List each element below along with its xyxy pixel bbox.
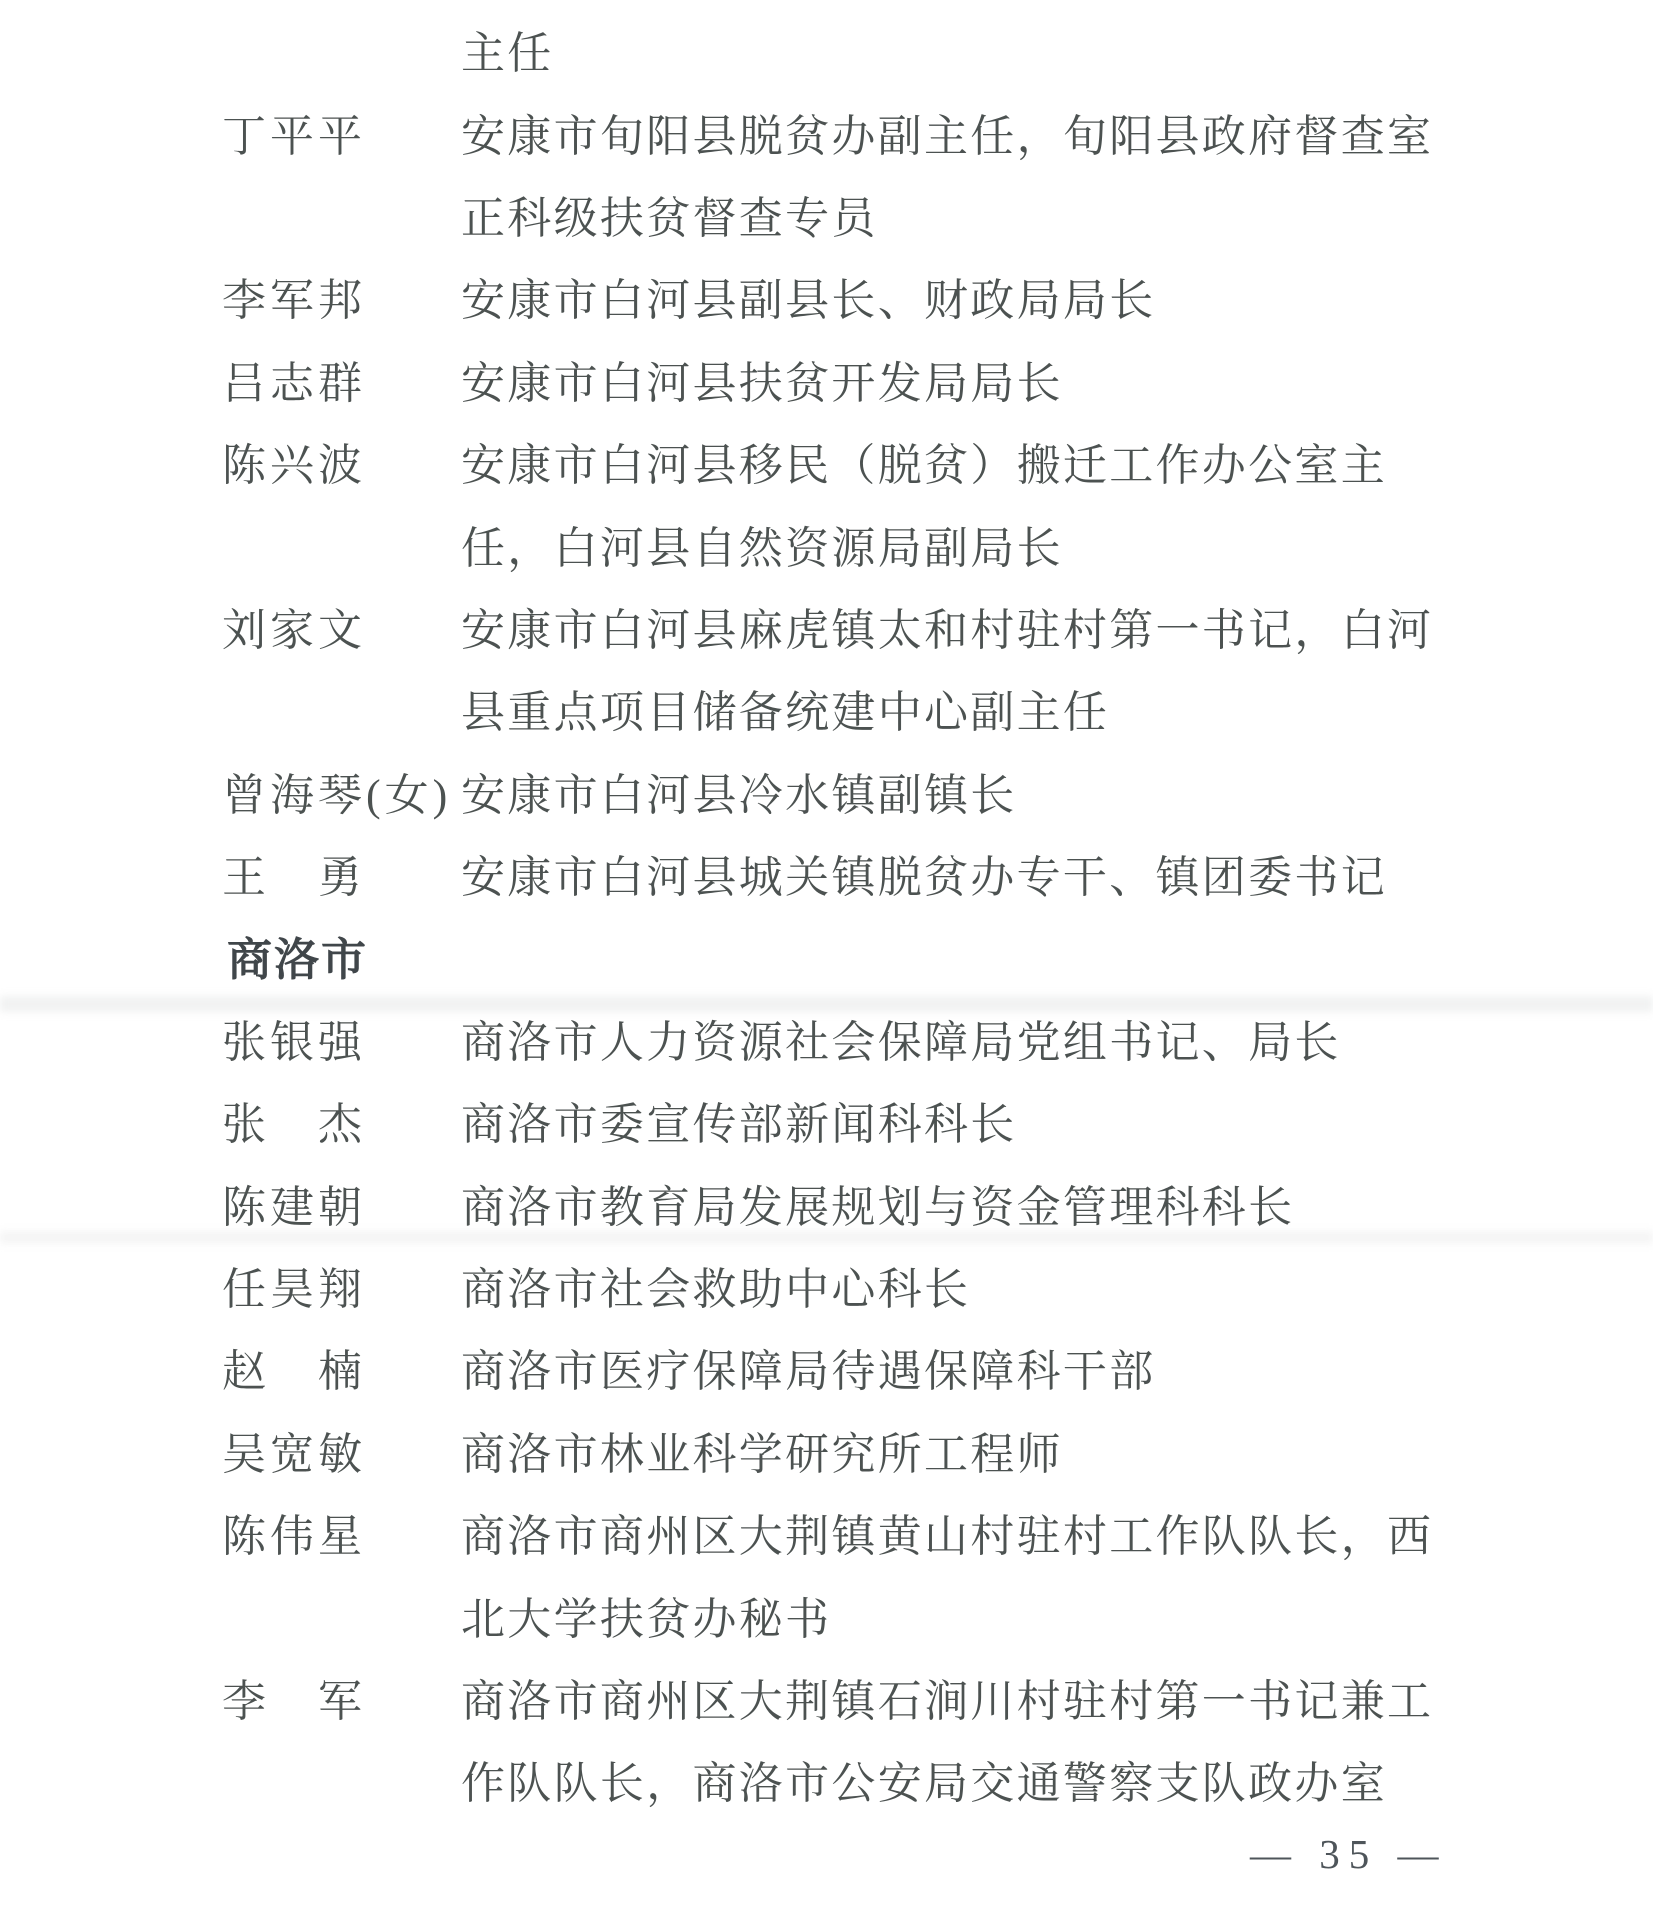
entry-name: 吕志群 xyxy=(222,358,366,408)
entry-name: 李军邦 xyxy=(222,276,366,326)
entry-name: 陈伟星 xyxy=(222,1512,366,1562)
entry-position-line: 商洛市教育局发展规划与资金管理科科长 xyxy=(461,1182,1295,1232)
continuation-row xyxy=(0,8,1653,90)
entry-row xyxy=(0,1326,1653,1408)
entry-position-line: 安康市白河县冷水镇副镇长 xyxy=(461,770,1017,820)
entry-row xyxy=(0,997,1653,1079)
entry-position-line: 作队队长，商洛市公安局交通警察支队政办室 xyxy=(461,1759,1387,1809)
entry-name: 张银强 xyxy=(222,1017,366,1067)
entry-position-line: 主任 xyxy=(461,29,554,79)
entry-position-line: 商洛市委宣传部新闻科科长 xyxy=(461,1100,1017,1150)
entry-row xyxy=(0,1656,1653,1738)
entry-position-line: 商洛市社会救助中心科长 xyxy=(461,1265,971,1315)
entry-row xyxy=(0,750,1653,832)
entry-position-line: 商洛市商州区大荆镇黄山村驻村工作队队长，西 xyxy=(461,1512,1434,1562)
section-heading: 商洛市 xyxy=(227,933,369,985)
entry-position-line: 安康市白河县副县长、财政局局长 xyxy=(461,276,1156,326)
entry-name: 吴宽敏 xyxy=(222,1429,366,1479)
entry-name: 曾海琴(女) xyxy=(222,770,452,820)
entry-wrap-row xyxy=(0,667,1653,749)
entry-name: 陈建朝 xyxy=(222,1182,366,1232)
entry-name: 赵 楠 xyxy=(222,1347,366,1397)
entry-position-line: 安康市旬阳县脱贫办副主任，旬阳县政府督查室 xyxy=(461,111,1434,161)
entry-position-line: 任，白河县自然资源局副局长 xyxy=(461,523,1063,573)
entry-wrap-row xyxy=(0,1738,1653,1820)
entry-row xyxy=(0,832,1653,914)
entry-name: 李 军 xyxy=(222,1677,366,1726)
entry-row xyxy=(0,90,1653,172)
entry-name: 陈兴波 xyxy=(222,441,366,491)
entry-position-line: 商洛市林业科学研究所工程师 xyxy=(461,1429,1063,1479)
entry-position-line: 安康市白河县扶贫开发局局长 xyxy=(461,358,1063,408)
entry-position-line: 安康市白河县城关镇脱贫办专干、镇团委书记 xyxy=(461,853,1387,903)
entry-position-line: 安康市白河县麻虎镇太和村驻村第一书记，白河 xyxy=(461,605,1434,655)
entry-position-line: 安康市白河县移民（脱贫）搬迁工作办公室主 xyxy=(461,441,1387,491)
entry-position-line: 北大学扶贫办秘书 xyxy=(461,1594,832,1644)
entry-name: 刘家文 xyxy=(222,605,366,655)
entry-wrap-row xyxy=(0,502,1653,584)
entry-row xyxy=(0,420,1653,502)
entry-name: 丁平平 xyxy=(222,111,366,161)
entry-position-line: 县重点项目储备统建中心副主任 xyxy=(461,688,1110,738)
entry-name: 王 勇 xyxy=(222,853,366,903)
document-page xyxy=(0,8,1653,1821)
entry-row xyxy=(0,585,1653,667)
page-number: — 35 — xyxy=(1250,1831,1448,1877)
entry-name: 任昊翔 xyxy=(222,1265,366,1315)
entry-position-line: 商洛市商州区大荆镇石涧川村驻村第一书记兼工 xyxy=(461,1677,1434,1726)
entry-row xyxy=(0,338,1653,420)
section-heading-row xyxy=(0,914,1653,996)
entry-position-line: 商洛市人力资源社会保障局党组书记、局长 xyxy=(461,1017,1341,1067)
entry-name: 张 杰 xyxy=(222,1100,366,1150)
entry-wrap-row xyxy=(0,1573,1653,1655)
entry-row xyxy=(0,1409,1653,1491)
entry-row xyxy=(0,255,1653,337)
entry-wrap-row xyxy=(0,173,1653,255)
entry-row xyxy=(0,1491,1653,1573)
entry-row xyxy=(0,1161,1653,1243)
entry-row xyxy=(0,1079,1653,1161)
entry-position-line: 正科级扶贫督查专员 xyxy=(461,193,878,243)
entry-row xyxy=(0,1244,1653,1326)
entry-position-line: 商洛市医疗保障局待遇保障科干部 xyxy=(461,1347,1156,1397)
